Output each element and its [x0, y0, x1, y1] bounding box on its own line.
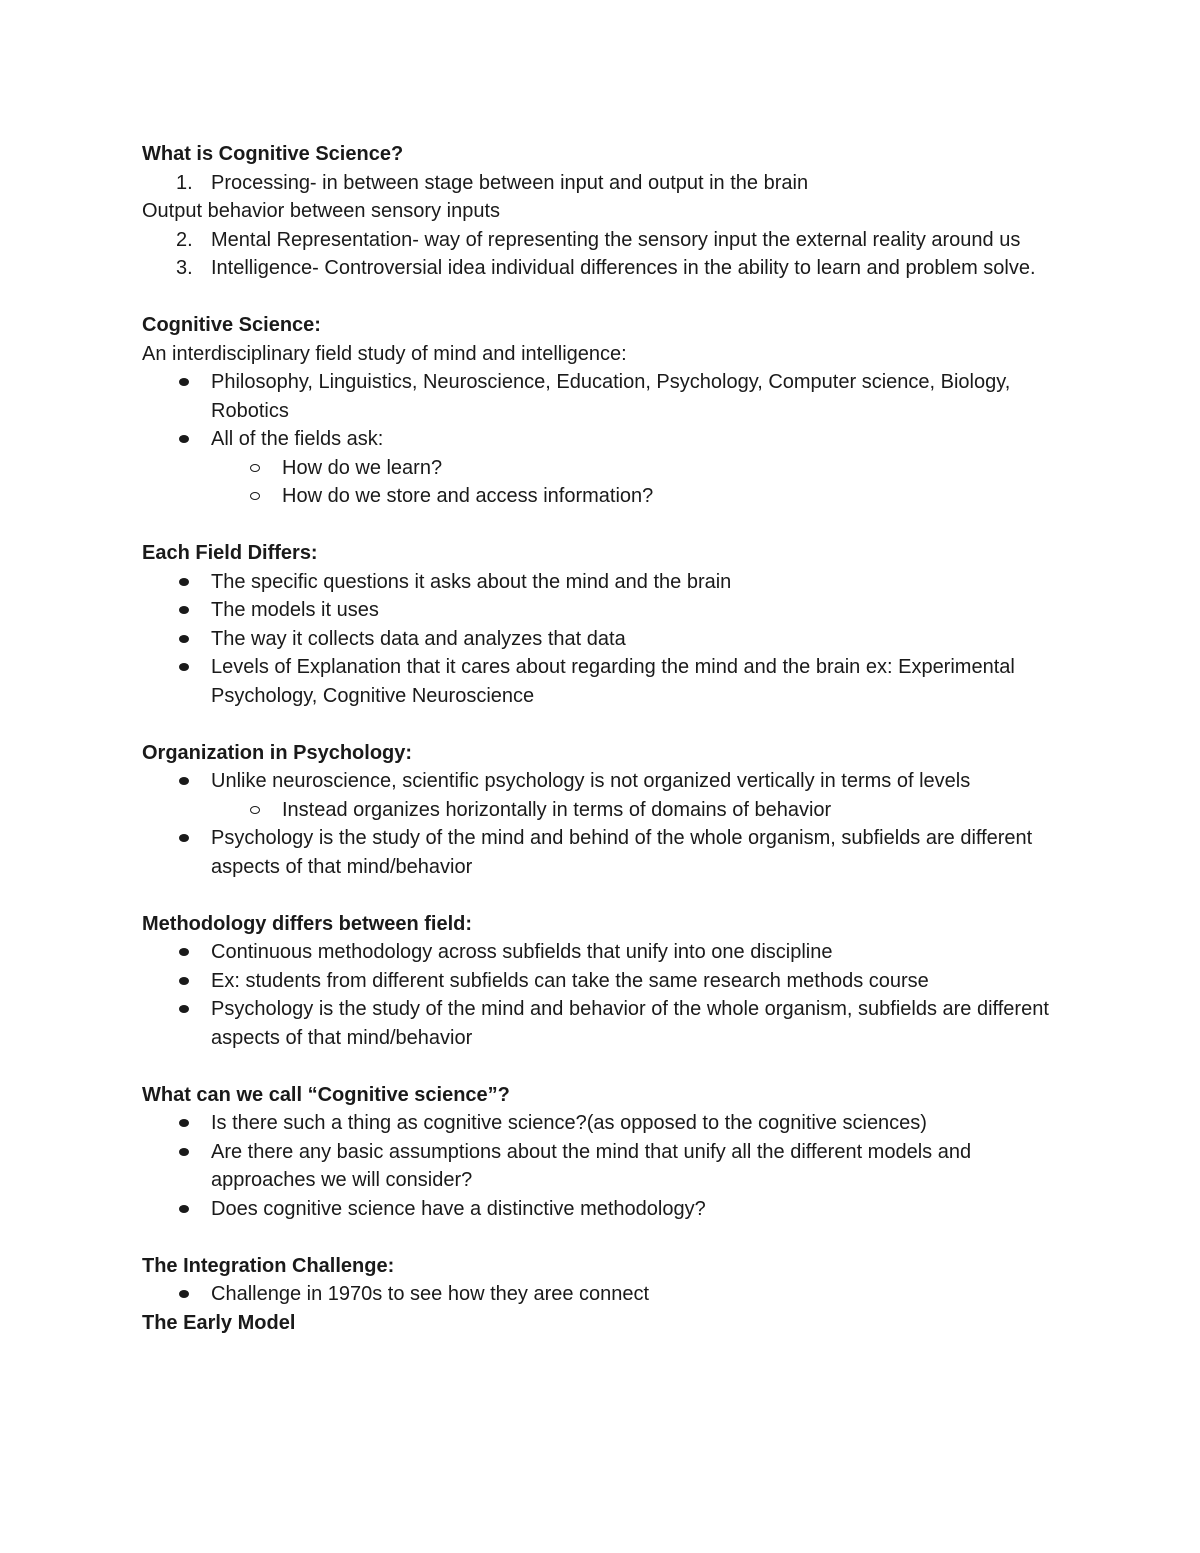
bullet-list [142, 568, 1072, 711]
bullet-icon [179, 635, 189, 643]
bullet-icon [179, 834, 189, 842]
spacer [142, 1052, 1072, 1081]
list-item [142, 169, 1072, 198]
bullet-icon [179, 663, 189, 671]
list-item [142, 1109, 1072, 1138]
list-item-text: The way it collects data and analyzes that data [211, 627, 626, 650]
section-heading: Cognitive Science: [142, 314, 321, 336]
list-item-text: Are there any basic assumptions about the mind that unify all the different models and approaches we will consider? [211, 1140, 972, 1191]
section-heading: Each Field Differs: [142, 542, 318, 564]
list-item [142, 767, 1072, 796]
list-item-text: Intelligence- Controversial idea individual differences in the ability to learn and problem solve. [211, 257, 1036, 279]
list-item-text: Mental Representation- way of representing the sensory input the external reality around us [211, 228, 1021, 251]
bullet-icon [179, 578, 189, 586]
hollow-bullet-icon [250, 464, 260, 472]
list-number: 1. [176, 171, 193, 194]
list-item-text: Does cognitive science have a distinctive methodology? [211, 1197, 706, 1220]
list-item [142, 967, 1072, 996]
bullet-icon [179, 378, 189, 386]
sub-list-item [142, 482, 1072, 511]
hollow-bullet-icon [250, 492, 260, 500]
sub-list-item [142, 454, 1072, 483]
numbered-list [142, 226, 1072, 283]
paragraph: An interdisciplinary field study of mind and intelligence: [142, 342, 627, 365]
bullet-list [142, 767, 1072, 881]
list-number: 3. [176, 257, 193, 279]
list-item [142, 568, 1072, 597]
list-item [142, 1138, 1072, 1195]
list-item-text: Continuous methodology across subfields that unify into one discipline [211, 941, 833, 963]
list-item-text: Psychology is the study of the mind and behavior of the whole organism, subfields are different aspects of that mind/behavior [211, 998, 1049, 1049]
list-item [142, 596, 1072, 625]
list-item-text: Psychology is the study of the mind and behind of the whole organism, subfields are different aspects of that mind/behavior [211, 827, 1033, 878]
document-page [142, 140, 1072, 1337]
bullet-icon [179, 606, 189, 614]
spacer [142, 710, 1072, 739]
bullet-icon [179, 1148, 189, 1156]
bullet-icon [179, 1119, 189, 1127]
spacer [142, 881, 1072, 910]
list-item-text: How do we store and access information? [282, 485, 654, 507]
list-item [142, 824, 1072, 881]
bullet-list [142, 1280, 1072, 1309]
bullet-list [142, 938, 1072, 1052]
list-item-text: Levels of Explanation that it cares about regarding the mind and the brain ex: Experimental Psychology, Cognitive Neuroscience [211, 656, 1015, 707]
list-item [142, 653, 1072, 710]
section-heading: What is Cognitive Science? [142, 143, 404, 165]
spacer [142, 1223, 1072, 1252]
list-item-text: All of the fields ask: [211, 428, 384, 450]
bullet-icon [179, 1290, 189, 1298]
section-heading: The Integration Challenge: [142, 1254, 395, 1277]
list-item [142, 625, 1072, 654]
bullet-icon [179, 948, 189, 956]
list-item-text: The specific questions it asks about the mind and the brain [211, 570, 732, 593]
list-item [142, 938, 1072, 967]
bullet-list [142, 1109, 1072, 1223]
list-item-text: Unlike neuroscience, scientific psychology is not organized vertically in terms of levels [211, 770, 971, 792]
list-item [142, 254, 1072, 283]
paragraph: Output behavior between sensory inputs [142, 200, 500, 222]
numbered-list [142, 169, 1072, 198]
sub-list-item [142, 796, 1072, 825]
spacer [142, 283, 1072, 312]
list-item-text: Ex: students from different subfields can take the same research methods course [211, 969, 929, 992]
list-item-text: Challenge in 1970s to see how they aree connect [211, 1283, 650, 1305]
bullet-icon [179, 1005, 189, 1013]
section-heading: Methodology differs between field: [142, 912, 473, 935]
hollow-bullet-icon [250, 806, 260, 814]
spacer [142, 511, 1072, 540]
section-heading: Organization in Psychology: [142, 741, 413, 764]
list-item [142, 1195, 1072, 1224]
bullet-icon [179, 777, 189, 785]
list-item [142, 995, 1072, 1052]
list-item-text: Philosophy, Linguistics, Neuroscience, Education, Psychology, Computer science, Biology, Robotics [211, 371, 1011, 422]
list-item-text: How do we learn? [282, 456, 443, 479]
list-item [142, 425, 1072, 454]
list-item [142, 1280, 1072, 1309]
section-heading: What can we call “Cognitive science”? [142, 1083, 510, 1106]
bullet-icon [179, 977, 189, 985]
list-item [142, 226, 1072, 255]
list-item [142, 368, 1072, 425]
list-item-text: Instead organizes horizontally in terms of domains of behavior [282, 798, 832, 821]
list-item-text: Processing- in between stage between input and output in the brain [211, 171, 809, 194]
bullet-icon [179, 435, 189, 443]
bullet-list [142, 368, 1072, 511]
list-item-text: The models it uses [211, 599, 379, 621]
list-item-text: Is there such a thing as cognitive science?(as opposed to the cognitive sciences) [211, 1112, 927, 1134]
list-number: 2. [176, 228, 193, 251]
section-heading: The Early Model [142, 1311, 296, 1334]
bullet-icon [179, 1205, 189, 1213]
